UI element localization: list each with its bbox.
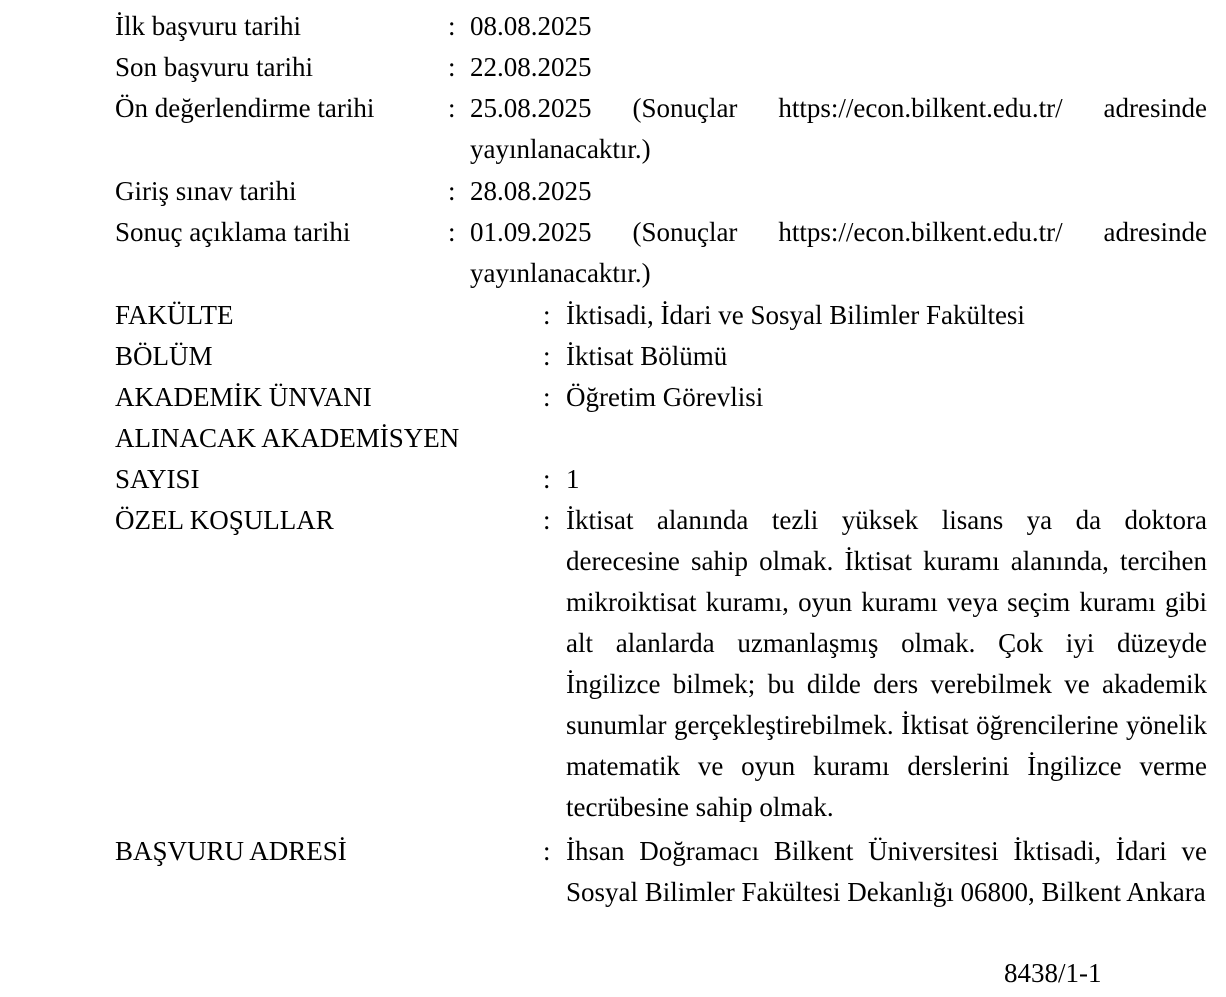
result-announcement-date-label: Sonuç açıklama tarihi bbox=[115, 217, 351, 247]
first-application-date-value: 08.08.2025 bbox=[470, 11, 592, 41]
last-application-date-label: Son başvuru tarihi bbox=[115, 52, 313, 82]
separator-colon: : bbox=[448, 217, 456, 247]
department-value: İktisat Bölümü bbox=[566, 341, 728, 371]
document-code: 8438/1-1 bbox=[1004, 958, 1102, 988]
separator-colon: : bbox=[448, 11, 456, 41]
academic-count-label-line1: ALINACAK AKADEMİSYEN bbox=[115, 423, 460, 453]
separator-colon: : bbox=[543, 464, 551, 494]
result-announcement-date-value: 01.09.2025 (Sonuçlar https://econ.bilkent.edu.tr/ adresinde yayınlanacaktır.) bbox=[470, 217, 1207, 288]
application-address-value: İhsan Doğramacı Bilkent Üniversitesi İktisadi, İdari ve Sosyal Bilimler Fakültesi Dekanlığı 06800, Bilkent Ankara bbox=[566, 836, 1207, 907]
faculty-value: İktisadi, İdari ve Sosyal Bilimler Fakültesi bbox=[566, 300, 1025, 330]
last-application-date-value: 22.08.2025 bbox=[470, 52, 592, 82]
separator-colon: : bbox=[543, 382, 551, 412]
first-application-date-label: İlk başvuru tarihi bbox=[115, 11, 301, 41]
special-conditions-value: İktisat alanında tezli yüksek lisans ya da doktora derecesine sahip olmak. İktisat kuramı alanında, tercihen mikroiktisat kuramı, oyun kuramı veya seçim kuramı gibi alt alanlarda uzmanlaşmış olmak. Çok iyi düzeyde İngilizce bilmek; bu dilde ders verebilmek ve akademik sunumlar gerçekleştirebilmek. İktisat öğrencilerine yönelik matematik ve oyun kuramı derslerini İngilizce verme tecrübesine sahip olmak. bbox=[566, 505, 1207, 822]
academic-count-label-line2: SAYISI bbox=[115, 464, 200, 494]
entrance-exam-date-value: 28.08.2025 bbox=[470, 176, 592, 206]
separator-colon: : bbox=[543, 836, 551, 866]
separator-colon: : bbox=[543, 341, 551, 371]
application-address-label: BAŞVURU ADRESİ bbox=[115, 836, 347, 866]
separator-colon: : bbox=[543, 505, 551, 535]
separator-colon: : bbox=[448, 176, 456, 206]
academic-count-value: 1 bbox=[566, 464, 580, 494]
department-label: BÖLÜM bbox=[115, 341, 213, 371]
entrance-exam-date-label: Giriş sınav tarihi bbox=[115, 176, 297, 206]
separator-colon: : bbox=[448, 93, 456, 123]
academic-title-value: Öğretim Görevlisi bbox=[566, 382, 764, 412]
pre-evaluation-date-value: 25.08.2025 (Sonuçlar https://econ.bilkent.edu.tr/ adresinde yayınlanacaktır.) bbox=[470, 93, 1207, 164]
faculty-label: FAKÜLTE bbox=[115, 300, 234, 330]
special-conditions-label: ÖZEL KOŞULLAR bbox=[115, 505, 334, 535]
separator-colon: : bbox=[543, 300, 551, 330]
pre-evaluation-date-label: Ön değerlendirme tarihi bbox=[115, 93, 375, 123]
separator-colon: : bbox=[448, 52, 456, 82]
academic-title-label: AKADEMİK ÜNVANI bbox=[115, 382, 372, 412]
